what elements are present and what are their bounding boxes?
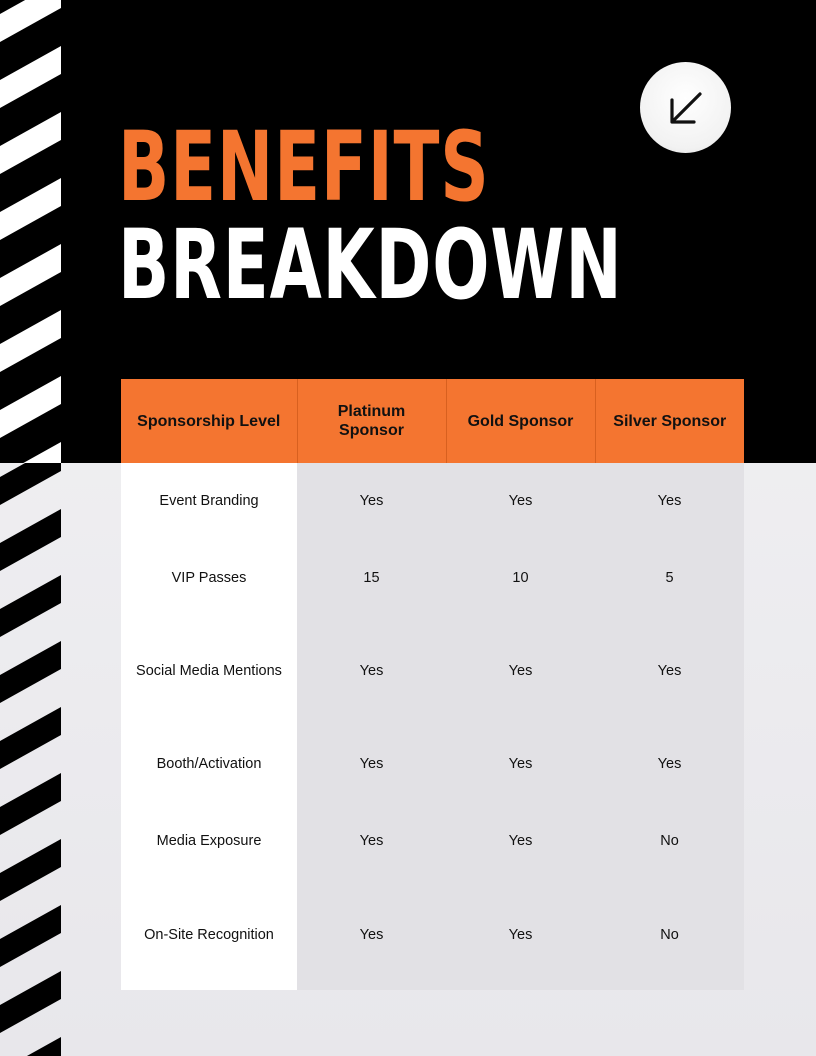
row-label: VIP Passes — [121, 540, 297, 617]
gold-value: Yes — [446, 463, 595, 540]
stripe — [0, 310, 61, 372]
row-label: Media Exposure — [121, 803, 297, 880]
table-row — [121, 726, 744, 803]
stripe — [0, 839, 61, 901]
table-row — [121, 880, 744, 990]
stripe — [0, 905, 61, 967]
stripe — [0, 46, 61, 108]
platinum-value: Yes — [297, 726, 446, 803]
platinum-value: Yes — [297, 803, 446, 880]
stripe — [0, 244, 61, 306]
row-label: Social Media Mentions — [121, 617, 297, 726]
gold-value: Yes — [446, 803, 595, 880]
table-row — [121, 463, 744, 540]
stripe — [0, 178, 61, 240]
row-label: On-Site Recognition — [121, 880, 297, 990]
table-header-row — [121, 379, 744, 463]
gold-value: Yes — [446, 617, 595, 726]
header-platinum-sponsor: Platinum Sponsor — [297, 379, 446, 463]
table-row — [121, 617, 744, 726]
stripe — [0, 112, 61, 174]
stripe — [0, 641, 61, 703]
header-gold-sponsor: Gold Sponsor — [446, 379, 595, 463]
platinum-value: Yes — [297, 617, 446, 726]
table-row — [121, 803, 744, 880]
gold-value: 10 — [446, 540, 595, 617]
arrow-down-left-icon — [663, 85, 709, 131]
row-label: Event Branding — [121, 463, 297, 540]
stripe — [0, 971, 61, 1033]
platinum-value: Yes — [297, 880, 446, 990]
stripe — [0, 1037, 61, 1056]
arrow-button[interactable] — [640, 62, 731, 153]
header-silver-sponsor: Silver Sponsor — [595, 379, 744, 463]
benefits-table — [121, 379, 744, 990]
row-label: Booth/Activation — [121, 726, 297, 803]
stripe — [0, 376, 61, 438]
stripe — [0, 575, 61, 637]
stripe — [0, 773, 61, 835]
title-line-2: BREAKDOWN — [118, 209, 623, 321]
silver-value: 5 — [595, 540, 744, 617]
stripe — [0, 707, 61, 769]
silver-value: Yes — [595, 617, 744, 726]
title-line-1: BENEFITS — [118, 111, 490, 223]
table-row — [121, 540, 744, 617]
stripe — [0, 509, 61, 571]
silver-value: No — [595, 880, 744, 990]
platinum-value: 15 — [297, 540, 446, 617]
gold-value: Yes — [446, 880, 595, 990]
platinum-value: Yes — [297, 463, 446, 540]
silver-value: Yes — [595, 463, 744, 540]
header-sponsorship-level: Sponsorship Level — [121, 379, 297, 463]
diagonal-stripes-decoration — [0, 0, 61, 1056]
stripe — [0, 0, 61, 42]
gold-value: Yes — [446, 726, 595, 803]
silver-value: No — [595, 803, 744, 880]
silver-value: Yes — [595, 726, 744, 803]
